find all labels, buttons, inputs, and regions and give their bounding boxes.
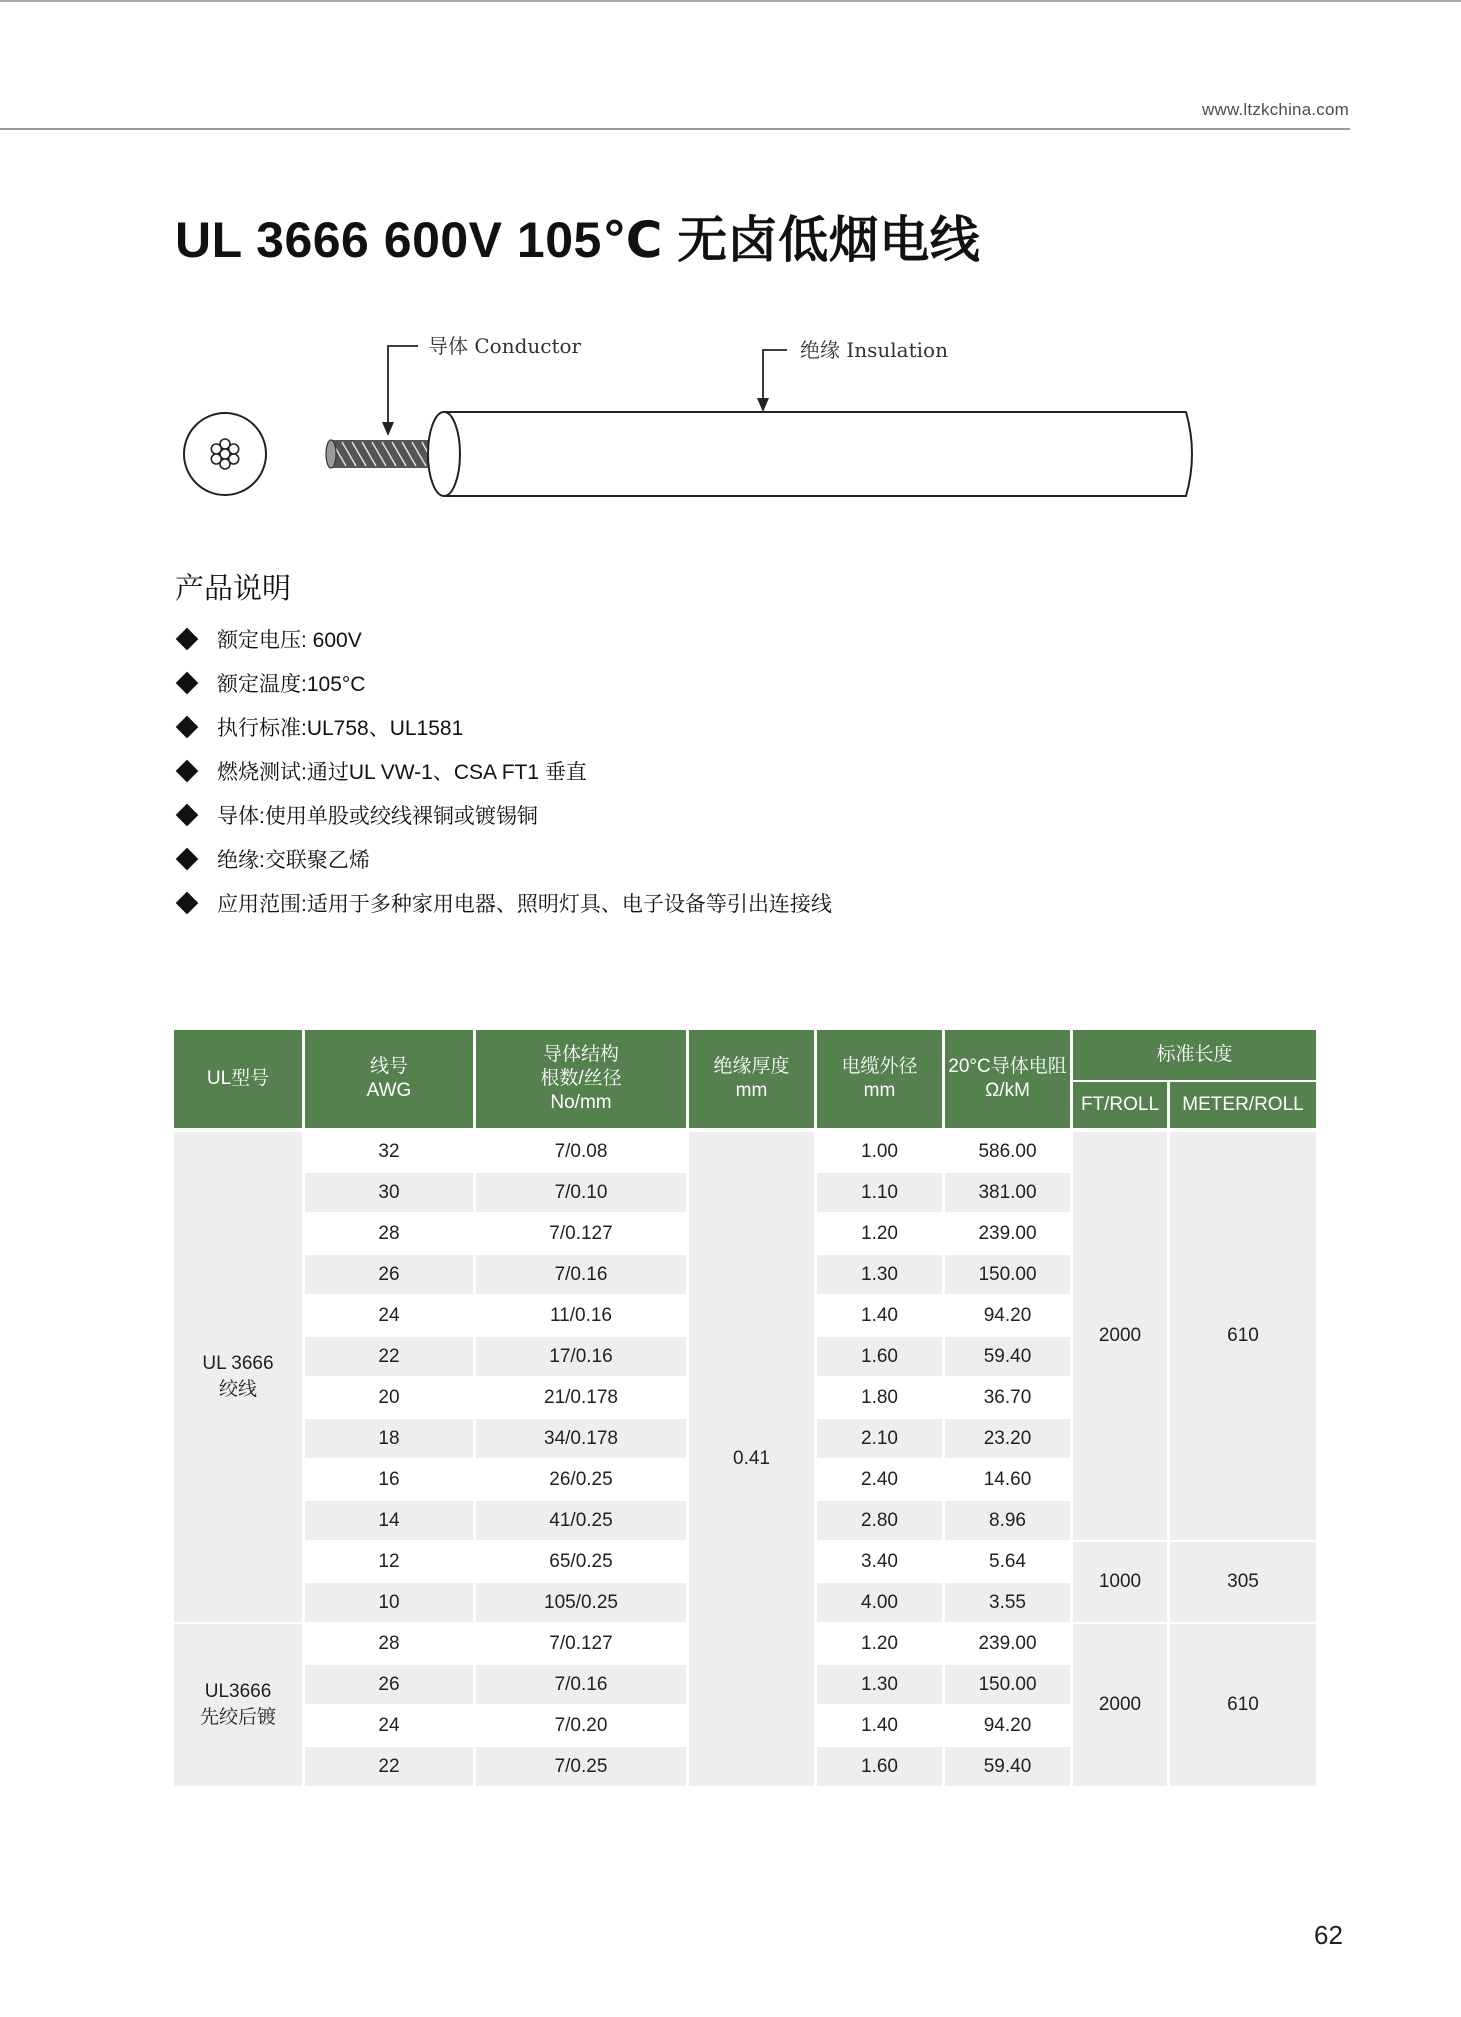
spec-item-label: 导体:使用单股或绞线裸铜或镀锡铜: [217, 805, 538, 828]
od-cell: 1.40: [817, 1296, 942, 1337]
od-cell: 4.00: [817, 1583, 942, 1624]
resistance-cell: 94.20: [945, 1296, 1070, 1337]
spec-item-conductor: [175, 793, 832, 837]
diamond-bullet-icon: [176, 628, 199, 651]
wire-diagram: [170, 320, 1210, 510]
awg-cell: 16: [305, 1460, 473, 1501]
od-cell: 1.10: [817, 1173, 942, 1214]
resistance-cell: 94.20: [945, 1706, 1070, 1747]
awg-cell: 26: [305, 1665, 473, 1706]
structure-cell: 7/0.127: [476, 1214, 686, 1255]
structure-cell: 7/0.25: [476, 1747, 686, 1788]
awg-cell: 30: [305, 1173, 473, 1214]
awg-cell: 24: [305, 1296, 473, 1337]
spec-item-standard: [175, 705, 832, 749]
header-structure: 导体结构 根数/丝径 No/mm: [476, 1030, 686, 1128]
spec-table: [171, 1030, 1319, 1788]
product-description-heading: 产品说明: [175, 573, 292, 605]
resistance-cell: 381.00: [945, 1173, 1070, 1214]
awg-cell: 28: [305, 1624, 473, 1665]
structure-cell: 65/0.25: [476, 1542, 686, 1583]
diamond-bullet-icon: [176, 716, 199, 739]
structure-cell: 105/0.25: [476, 1583, 686, 1624]
structure-cell: 7/0.16: [476, 1255, 686, 1296]
diamond-bullet-icon: [176, 848, 199, 871]
header-outer-diameter: 电缆外径 mm: [817, 1030, 942, 1128]
spec-item-temperature: [175, 661, 832, 705]
resistance-cell: 36.70: [945, 1378, 1070, 1419]
awg-cell: 22: [305, 1337, 473, 1378]
spec-item-label: 额定温度:105°C: [217, 673, 366, 696]
diamond-bullet-icon: [176, 892, 199, 915]
header-model: UL型号: [174, 1030, 302, 1128]
awg-cell: 18: [305, 1419, 473, 1460]
awg-cell: 20: [305, 1378, 473, 1419]
awg-cell: 28: [305, 1214, 473, 1255]
header-rule: [0, 128, 1350, 130]
od-cell: 1.00: [817, 1128, 942, 1173]
top-rule: [0, 0, 1461, 2]
site-url[interactable]: www.ltzkchina.com: [1202, 100, 1349, 119]
od-cell: 2.40: [817, 1460, 942, 1501]
spec-item-flame-test: [175, 749, 832, 793]
resistance-cell: 586.00: [945, 1128, 1070, 1173]
resistance-cell: 59.40: [945, 1337, 1070, 1378]
resistance-cell: 3.55: [945, 1583, 1070, 1624]
model-cell-stranded: UL 3666 绞线: [174, 1128, 302, 1624]
header-insulation-thickness: 绝缘厚度 mm: [689, 1030, 814, 1128]
ft-roll-cell: 1000: [1073, 1542, 1167, 1624]
od-cell: 3.40: [817, 1542, 942, 1583]
resistance-cell: 150.00: [945, 1255, 1070, 1296]
od-cell: 1.30: [817, 1255, 942, 1296]
model-cell-plated: UL3666 先绞后镀: [174, 1624, 302, 1788]
header-ft-roll: FT/ROLL: [1073, 1080, 1167, 1128]
spec-table-container: [174, 1030, 1304, 1788]
svg-text:导体 Conductor: 导体 Conductor: [428, 334, 582, 358]
awg-cell: 10: [305, 1583, 473, 1624]
page-title: UL 3666 600V 105℃ 无卤低烟电线: [175, 212, 981, 268]
resistance-cell: 150.00: [945, 1665, 1070, 1706]
spec-item-label: 燃烧测试:通过UL VW-1、CSA FT1 垂直: [217, 761, 587, 784]
meter-roll-cell: 305: [1170, 1542, 1316, 1624]
diamond-bullet-icon: [176, 760, 199, 783]
structure-cell: 7/0.16: [476, 1665, 686, 1706]
spec-item-label: 额定电压: 600V: [217, 629, 362, 652]
resistance-cell: 239.00: [945, 1214, 1070, 1255]
table-row: [174, 1128, 1316, 1173]
structure-cell: 17/0.16: [476, 1337, 686, 1378]
spec-list: [175, 617, 832, 925]
awg-cell: 24: [305, 1706, 473, 1747]
structure-cell: 7/0.127: [476, 1624, 686, 1665]
meter-roll-cell: 610: [1170, 1624, 1316, 1788]
resistance-cell: 14.60: [945, 1460, 1070, 1501]
resistance-cell: 59.40: [945, 1747, 1070, 1788]
od-cell: 1.80: [817, 1378, 942, 1419]
spec-item-label: 执行标准:UL758、UL1581: [217, 717, 464, 740]
spec-item-label: 绝缘:交联聚乙烯: [217, 849, 370, 872]
awg-cell: 26: [305, 1255, 473, 1296]
cross-section-icon: [184, 413, 266, 495]
spec-item-voltage: [175, 617, 832, 661]
structure-cell: 7/0.08: [476, 1128, 686, 1173]
resistance-cell: 23.20: [945, 1419, 1070, 1460]
od-cell: 2.10: [817, 1419, 942, 1460]
od-cell: 1.20: [817, 1214, 942, 1255]
resistance-cell: 239.00: [945, 1624, 1070, 1665]
header-awg: 线号 AWG: [305, 1030, 473, 1128]
awg-cell: 12: [305, 1542, 473, 1583]
structure-cell: 34/0.178: [476, 1419, 686, 1460]
header-standard-length: 标准长度: [1073, 1030, 1316, 1080]
od-cell: 1.60: [817, 1747, 942, 1788]
structure-cell: 26/0.25: [476, 1460, 686, 1501]
awg-cell: 32: [305, 1128, 473, 1173]
insulation-callout: [757, 338, 948, 412]
insulation-thickness-cell: 0.41: [689, 1128, 814, 1788]
ft-roll-cell: 2000: [1073, 1624, 1167, 1788]
conductor-strands-icon: [326, 440, 436, 468]
resistance-cell: 5.64: [945, 1542, 1070, 1583]
diamond-bullet-icon: [176, 804, 199, 827]
spec-item-insulation: [175, 837, 832, 881]
structure-cell: 7/0.20: [476, 1706, 686, 1747]
od-cell: 1.60: [817, 1337, 942, 1378]
page-number: 62: [1314, 1920, 1343, 1950]
awg-cell: 14: [305, 1501, 473, 1542]
structure-cell: 11/0.16: [476, 1296, 686, 1337]
awg-cell: 22: [305, 1747, 473, 1788]
od-cell: 1.40: [817, 1706, 942, 1747]
structure-cell: 41/0.25: [476, 1501, 686, 1542]
resistance-cell: 8.96: [945, 1501, 1070, 1542]
ft-roll-cell: 2000: [1073, 1128, 1167, 1542]
structure-cell: 7/0.10: [476, 1173, 686, 1214]
od-cell: 1.30: [817, 1665, 942, 1706]
structure-cell: 21/0.178: [476, 1378, 686, 1419]
meter-roll-cell: 610: [1170, 1128, 1316, 1542]
spec-item-label: 应用范围:适用于多种家用电器、照明灯具、电子设备等引出连接线: [217, 893, 832, 916]
header-resistance: 20°C导体电阻 Ω/kM: [945, 1030, 1070, 1128]
od-cell: 1.20: [817, 1624, 942, 1665]
header-meter-roll: METER/ROLL: [1170, 1080, 1316, 1128]
insulation-jacket-icon: [428, 412, 1192, 496]
od-cell: 2.80: [817, 1501, 942, 1542]
svg-text:绝缘 Insulation: 绝缘 Insulation: [800, 338, 948, 362]
diamond-bullet-icon: [176, 672, 199, 695]
spec-item-application: [175, 881, 832, 925]
